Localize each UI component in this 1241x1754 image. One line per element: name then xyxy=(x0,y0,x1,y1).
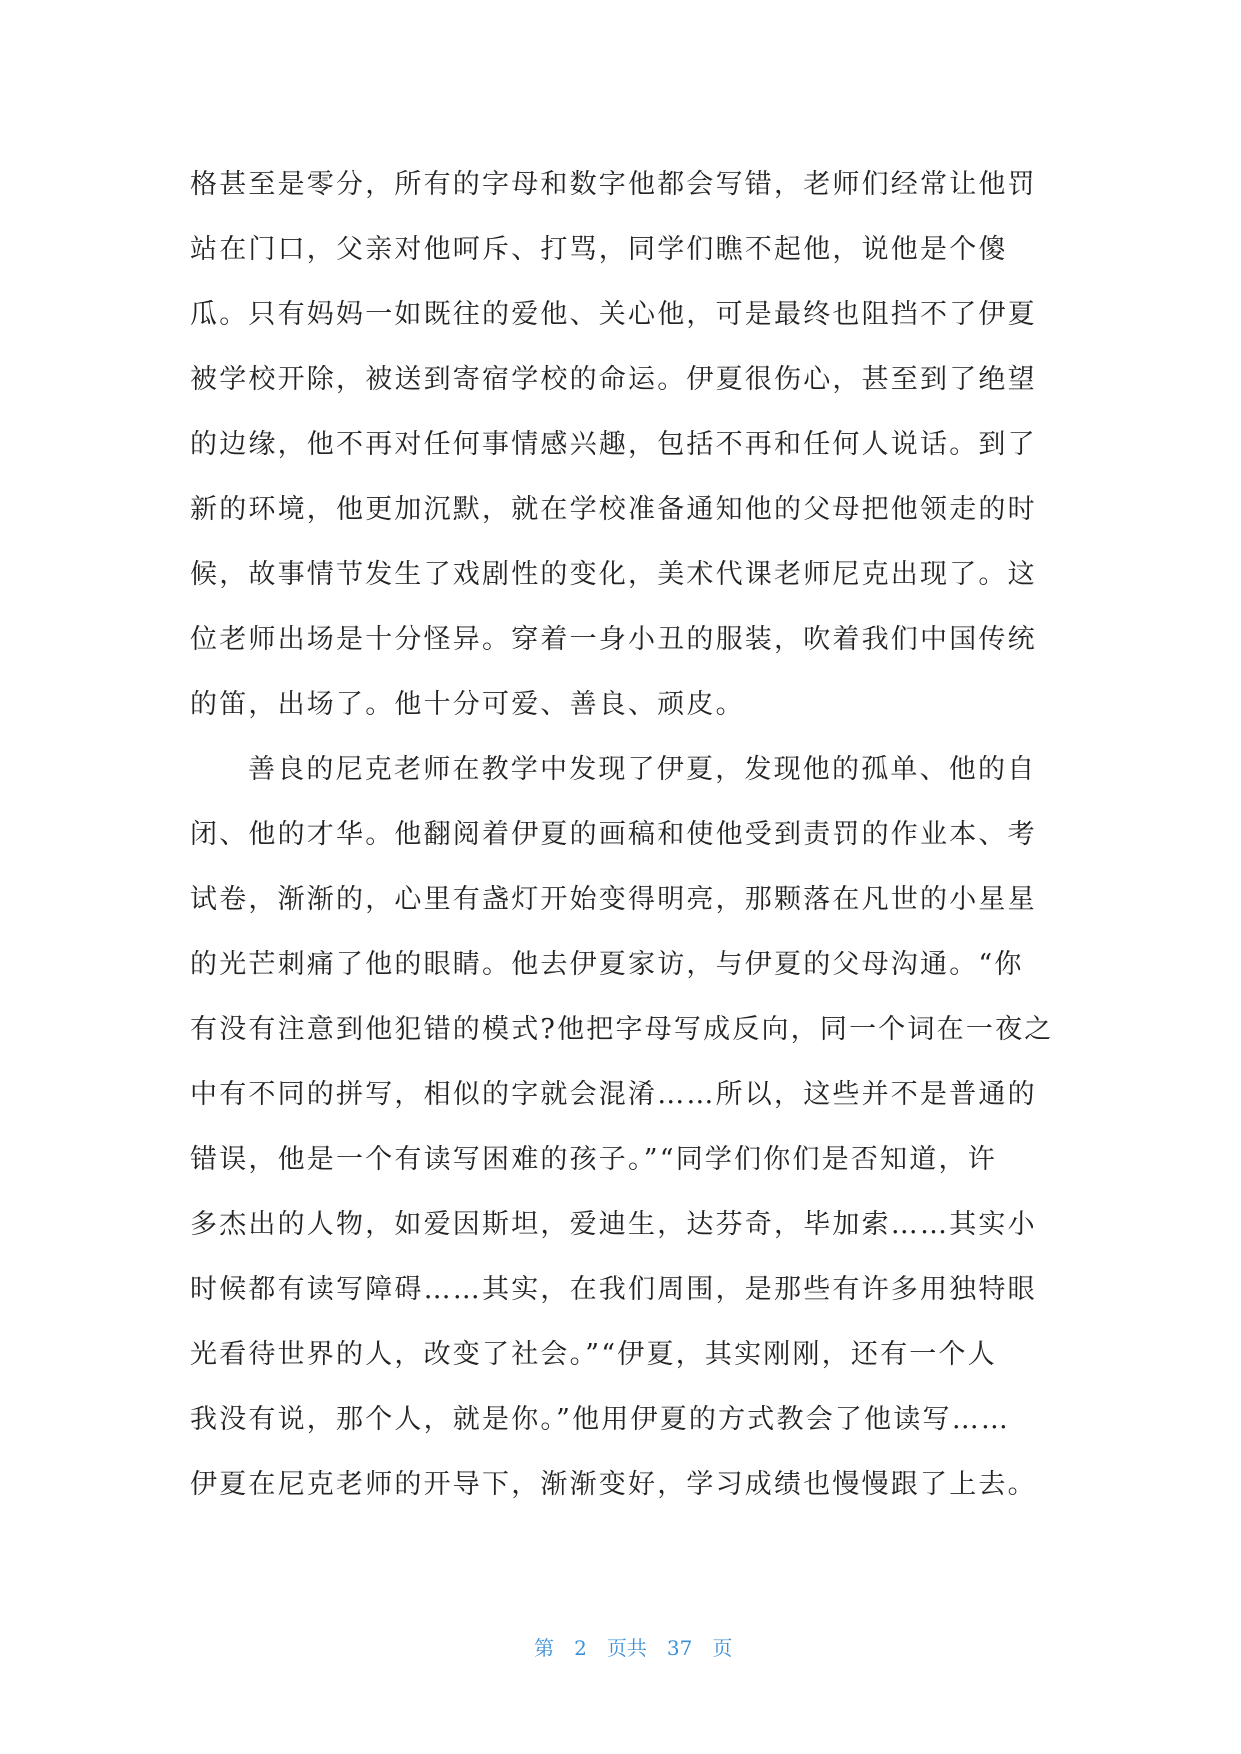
text-line: 的光芒刺痛了他的眼睛。他去伊夏家访，与伊夏的父母沟通。“你 xyxy=(190,949,1024,980)
current-page-number: 2 xyxy=(574,1636,587,1660)
text-line: 被学校开除，被送到寄宿学校的命运。伊夏很伤心，甚至到了绝望 xyxy=(190,364,1037,395)
text-line: 的边缘，他不再对任何事情感兴趣，包括不再和任何人说话。到了 xyxy=(190,429,1037,460)
text-line: 有没有注意到他犯错的模式?他把字母写成反向，同一个词在一夜之 xyxy=(190,1014,1054,1045)
body-text xyxy=(190,152,1054,1517)
text-line: 时候都有读写障碍……其实，在我们周围，是那些有许多用独特眼 xyxy=(190,1274,1037,1305)
text-line: 我没有说，那个人，就是你。”他用伊夏的方式教会了他读写…… xyxy=(190,1404,1011,1435)
text-line: 错误，他是一个有读写困难的孩子。”“同学们你们是否知道，许 xyxy=(190,1144,997,1175)
paragraph-1 xyxy=(190,152,1050,737)
text-line: 站在门口，父亲对他呵斥、打骂，同学们瞧不起他，说他是个傻 xyxy=(190,234,1008,265)
text-line: 善良的尼克老师在教学中发现了伊夏，发现他的孤单、他的自 xyxy=(248,754,1037,785)
paragraph-2 xyxy=(190,737,1054,1517)
text-line: 新的环境，他更加沉默，就在学校准备通知他的父母把他领走的时 xyxy=(190,494,1037,525)
footer-suffix: 页 xyxy=(712,1636,733,1660)
text-line: 瓜。只有妈妈一如既往的爱他、关心他，可是最终也阻挡不了伊夏 xyxy=(190,299,1037,330)
text-line: 位老师出场是十分怪异。穿着一身小丑的服装，吹着我们中国传统 xyxy=(190,624,1037,655)
text-line: 多杰出的人物，如爱因斯坦，爱迪生，达芬奇，毕加索……其实小 xyxy=(190,1209,1037,1240)
footer-prefix: 第 xyxy=(534,1636,555,1660)
text-line: 光看待世界的人，改变了社会。”“伊夏，其实刚刚，还有一个人 xyxy=(190,1339,997,1370)
text-line: 伊夏在尼克老师的开导下，渐渐变好，学习成绩也慢慢跟了上去。 xyxy=(190,1469,1037,1500)
text-line: 的笛，出场了。他十分可爱、善良、顽皮。 xyxy=(190,689,745,720)
total-page-count: 37 xyxy=(666,1636,693,1660)
footer-middle: 页共 xyxy=(606,1636,647,1660)
text-line: 候，故事情节发生了戏剧性的变化，美术代课老师尼克出现了。这 xyxy=(190,559,1037,590)
page-footer xyxy=(0,1608,1241,1685)
text-line: 中有不同的拼写，相似的字就会混淆……所以，这些并不是普通的 xyxy=(190,1079,1037,1110)
text-line: 格甚至是零分，所有的字母和数字他都会写错，老师们经常让他罚 xyxy=(190,169,1037,200)
text-line: 试卷，渐渐的，心里有盏灯开始变得明亮，那颗落在凡世的小星星 xyxy=(190,884,1037,915)
text-line: 闭、他的才华。他翻阅着伊夏的画稿和使他受到责罚的作业本、考 xyxy=(190,819,1037,850)
